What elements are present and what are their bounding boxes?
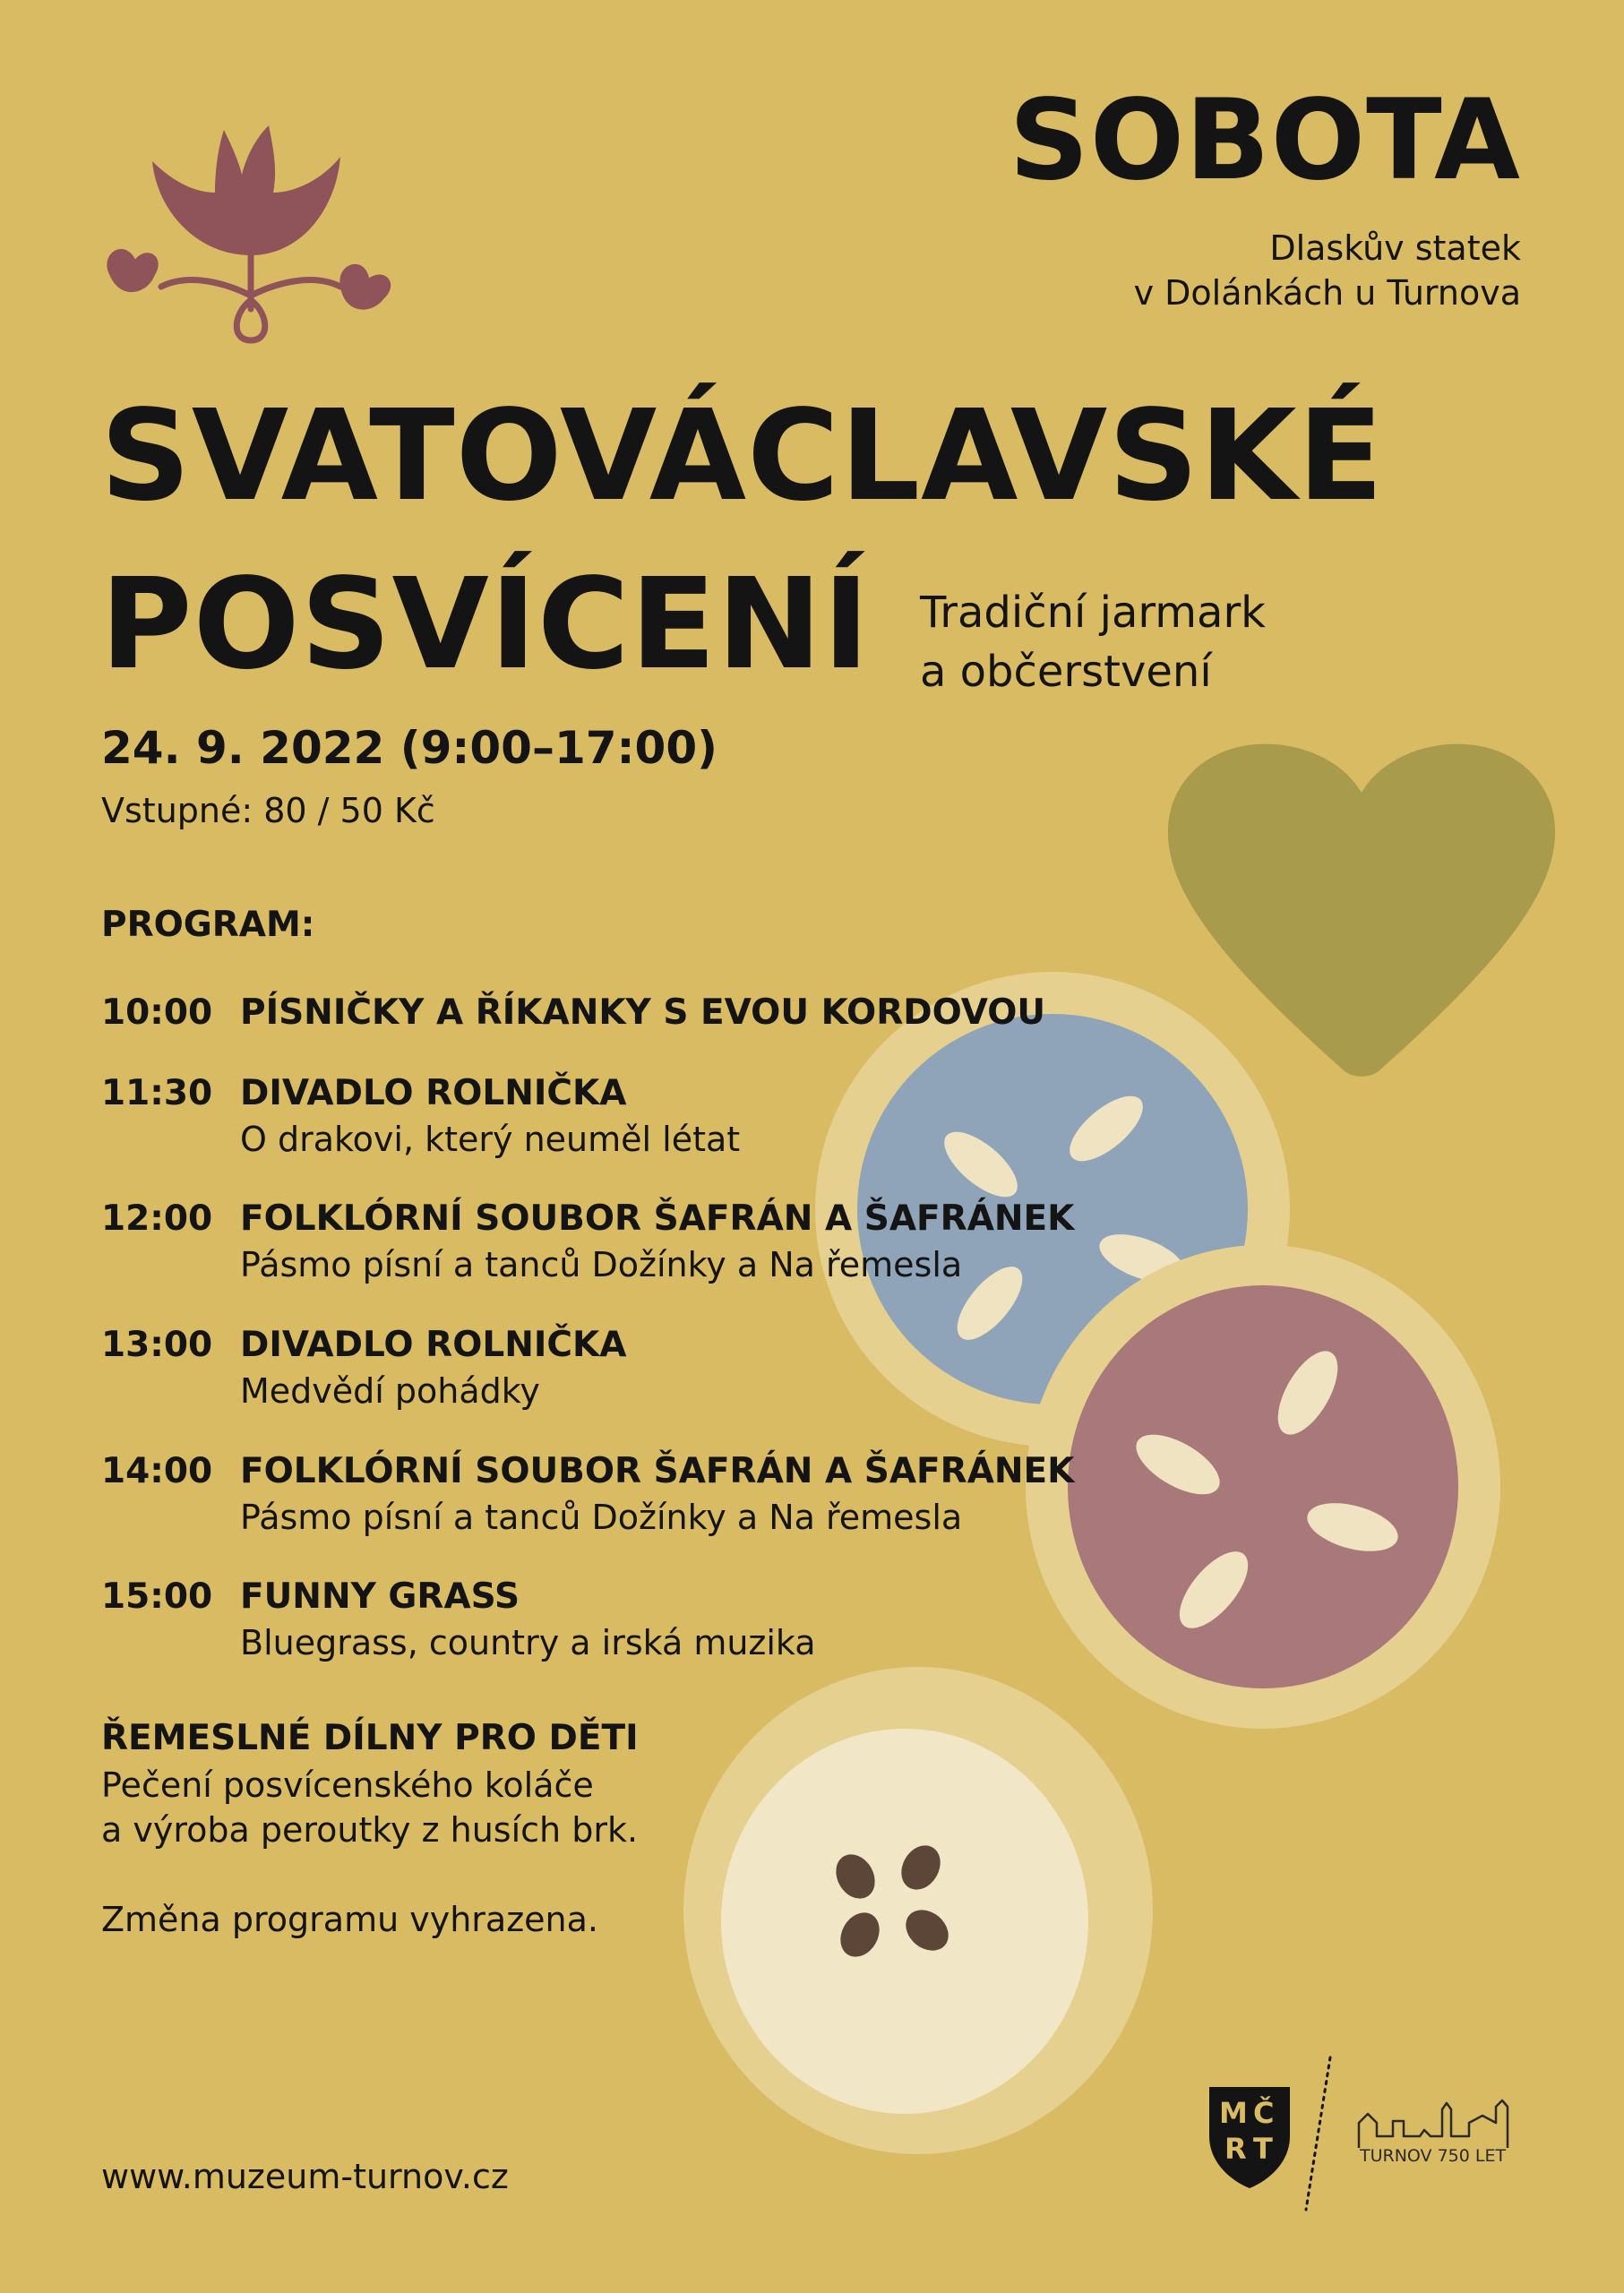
- workshops-heading: ŘEMESLNÉ DÍLNY PRO DĚTI: [101, 1718, 639, 1758]
- program-description: Pásmo písní a tanců Dožínky a Na řemesla: [240, 1498, 963, 1537]
- venue-line-2: v Dolánkách u Turnova: [1133, 273, 1521, 313]
- svg-text:Č: Č: [1253, 2096, 1275, 2130]
- city-skyline-logo-icon: [1357, 2096, 1518, 2150]
- event-title-line-1: SVATOVÁCLAVSKÉ: [100, 383, 1385, 529]
- program-time: 10:00: [101, 992, 213, 1033]
- event-date: 24. 9. 2022 (9:00–17:00): [101, 722, 717, 774]
- event-title-line-2: POSVÍCENÍ: [100, 552, 871, 698]
- program-act: DIVADLO ROLNIČKA: [240, 1325, 627, 1365]
- website-link[interactable]: www.muzeum-turnov.cz: [101, 2157, 509, 2196]
- program-act: DIVADLO ROLNIČKA: [240, 1073, 627, 1113]
- program-description: Bluegrass, country a irská muzika: [240, 1623, 816, 1662]
- program-act: FOLKLÓRNÍ SOUBOR ŠAFRÁN A ŠAFRÁNEK: [240, 1451, 1075, 1491]
- program-description: Medvědí pohádky: [240, 1371, 540, 1411]
- event-subtitle-line-1: Tradiční jarmark: [920, 588, 1266, 638]
- program-change-note: Změna programu vyhrazena.: [101, 1900, 598, 1939]
- cream-cake-icon: [681, 1662, 1156, 2159]
- program-time: 13:00: [101, 1325, 213, 1365]
- event-subtitle-line-2: a občerstvení: [920, 647, 1212, 697]
- venue-line-1: Dlaskův statek: [1269, 228, 1521, 268]
- svg-text:R: R: [1224, 2132, 1247, 2166]
- program-time: 15:00: [101, 1576, 213, 1617]
- day-heading: SOBOTA: [1009, 76, 1521, 205]
- program-act: PÍSNIČKY A ŘÍKANKY S EVOU KORDOVOU: [240, 992, 1046, 1033]
- svg-text:T: T: [1253, 2132, 1273, 2166]
- flower-ornament-icon: [99, 121, 403, 349]
- program-description: O drakovi, který neuměl létat: [240, 1120, 741, 1159]
- museum-logo-icon: [1205, 2083, 1294, 2190]
- program-time: 14:00: [101, 1451, 213, 1491]
- admission-price: Vstupné: 80 / 50 Kč: [101, 791, 435, 830]
- program-act: FOLKLÓRNÍ SOUBOR ŠAFRÁN A ŠAFRÁNEK: [240, 1198, 1075, 1239]
- svg-text:M: M: [1219, 2096, 1248, 2130]
- city-logo-text: TURNOV 750 LET: [1360, 2146, 1507, 2166]
- program-time: 11:30: [101, 1073, 213, 1113]
- logo-divider: [1299, 2056, 1335, 2212]
- workshops-line-1: Pečení posvícenského koláče: [101, 1765, 594, 1805]
- program-heading: PROGRAM:: [101, 905, 315, 945]
- program-time: 12:00: [101, 1198, 213, 1239]
- program-description: Pásmo písní a tanců Dožínky a Na řemesla: [240, 1245, 963, 1284]
- program-act: FUNNY GRASS: [240, 1576, 520, 1617]
- workshops-line-2: a výroba peroutky z husích brk.: [101, 1810, 639, 1850]
